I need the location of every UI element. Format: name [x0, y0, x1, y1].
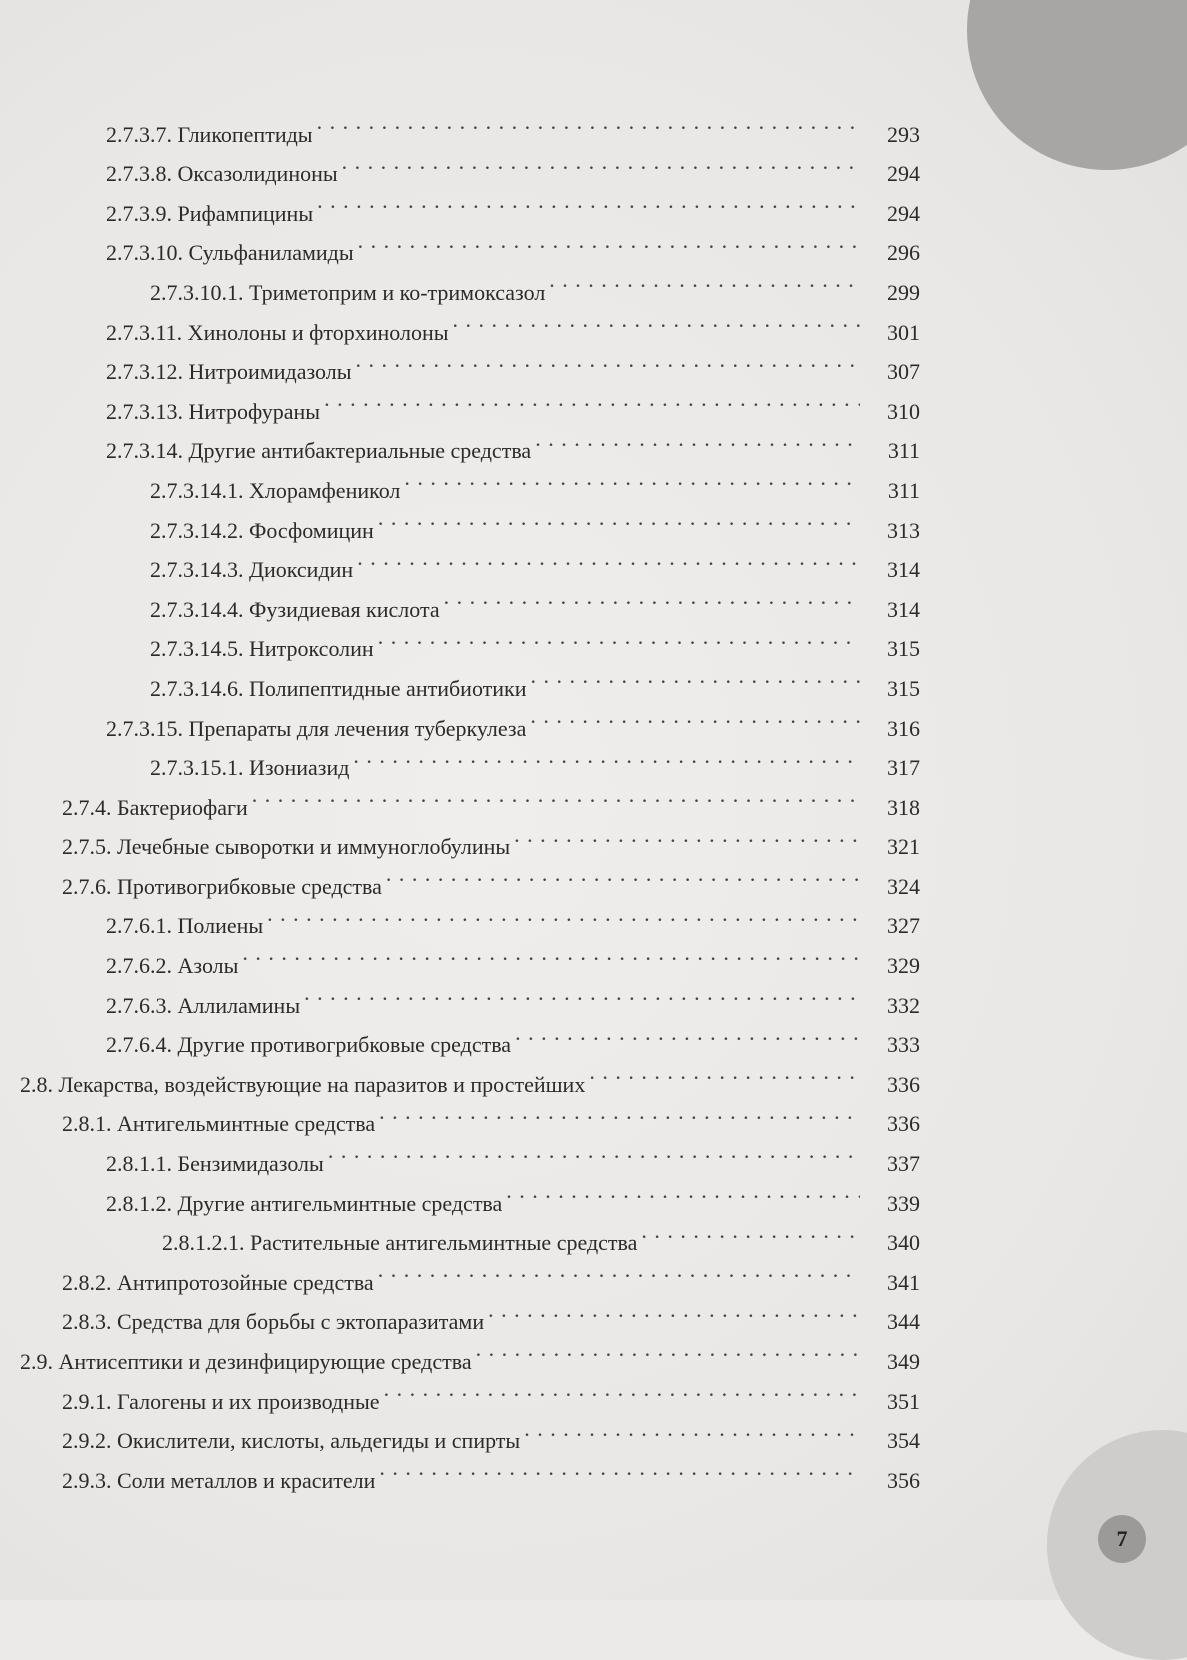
- toc-entry-page: 329: [887, 953, 920, 979]
- toc-entry-page: 313: [887, 517, 920, 543]
- toc-entry-title: 2.7.3.14.1. Хлорамфеникол: [150, 477, 401, 503]
- toc-entry-page: 294: [887, 161, 920, 187]
- toc-leader-dots: [641, 1211, 860, 1251]
- toc-entry: [0, 1171, 920, 1216]
- toc-entry-page: 299: [887, 279, 920, 305]
- toc-entry: [0, 933, 920, 979]
- toc-entry: [0, 300, 920, 345]
- toc-entry-page: 318: [887, 794, 920, 820]
- toc-leader-dots: [488, 1290, 860, 1330]
- toc-leader-dots: [535, 419, 860, 459]
- toc-entry: [0, 538, 920, 583]
- toc-entry-title: 2.7.3.9. Рифампицины: [106, 200, 314, 226]
- toc-leader-dots: [252, 775, 860, 815]
- toc-entry: [0, 617, 920, 662]
- toc-entry: [0, 1290, 920, 1335]
- toc-leader-dots: [242, 933, 860, 973]
- toc-entry-page: 344: [887, 1309, 920, 1335]
- toc-entry-title: 2.7.3.11. Хинолоны и фторхинолоны: [106, 319, 449, 345]
- toc-entry: [0, 260, 920, 305]
- toc-leader-dots: [317, 102, 860, 142]
- toc-leader-dots: [384, 1369, 860, 1409]
- toc-entry-page: 349: [887, 1349, 920, 1374]
- toc-entry-title: 2.7.3.14.5. Нитроксолин: [150, 636, 374, 662]
- toc-entry-title: 2.7.3.12. Нитроимидазолы: [106, 359, 352, 385]
- toc-entry-page: 314: [887, 596, 920, 622]
- toc-entry-page: 339: [887, 1190, 920, 1216]
- toc-entry-page: 293: [887, 121, 920, 147]
- toc-leader-dots: [317, 181, 860, 221]
- toc-entry: [0, 1131, 920, 1177]
- toc-entry-page: 314: [887, 557, 920, 583]
- toc-entry-page: 310: [887, 398, 920, 424]
- toc-entry: [0, 419, 920, 464]
- toc-entry-title: 2.7.6.4. Другие противогрибковые средства: [106, 1032, 512, 1058]
- toc-entry: [0, 973, 920, 1018]
- toc-entry-page: 315: [887, 675, 920, 701]
- toc-entry-page: 327: [887, 913, 920, 939]
- toc-entry-title: 2.7.6.1. Полиены: [106, 913, 264, 939]
- toc-entry: [0, 221, 920, 266]
- toc-leader-dots: [531, 656, 860, 696]
- toc-entry: [0, 142, 920, 187]
- toc-leader-dots: [549, 260, 860, 300]
- toc-leader-dots: [444, 577, 860, 617]
- toc-entry: [0, 181, 920, 226]
- toc-entry: [0, 815, 920, 860]
- toc-leader-dots: [476, 1329, 860, 1369]
- toc-leader-dots: [379, 1092, 860, 1132]
- toc-entry-title: 2.8.1.2.1. Растительные антигельминтные средства: [162, 1230, 638, 1256]
- toc-entry-page: 316: [887, 715, 920, 741]
- toc-entry-title: 2.8.2. Антипротозойные средства: [62, 1269, 374, 1295]
- toc-leader-dots: [378, 1250, 860, 1290]
- toc-leader-dots: [404, 458, 860, 498]
- toc-entry-title: 2.9.3. Соли металлов и красители: [62, 1467, 376, 1493]
- toc-leader-dots: [506, 1171, 860, 1211]
- toc-entry-title: 2.7.3.7. Гликопептиды: [106, 121, 313, 147]
- toc-entry: [0, 102, 920, 147]
- toc-entry: [0, 894, 920, 939]
- toc-entry: [0, 498, 920, 543]
- toc-entry-title: 2.9. Антисептики и дезинфицирующие средства: [20, 1349, 472, 1374]
- toc-leader-dots: [328, 1131, 860, 1171]
- toc-entry: [0, 696, 920, 741]
- corner-decoration: [967, 0, 1187, 170]
- toc-leader-dots: [514, 815, 860, 855]
- toc-leader-dots: [378, 617, 860, 657]
- toc-entry-page: 324: [887, 873, 920, 899]
- toc-entry-page: 336: [887, 1071, 920, 1097]
- toc-entry: [0, 458, 920, 503]
- toc-entry: [0, 1250, 920, 1295]
- toc-entry-title: 2.7.6.3. Аллиламины: [106, 992, 301, 1018]
- toc-leader-dots: [379, 1448, 860, 1488]
- toc-entry-title: 2.8. Лекарства, воздействующие на паразитов и простейших: [20, 1071, 586, 1097]
- toc-entry-page: 294: [887, 200, 920, 226]
- toc-entry-page: 354: [887, 1428, 920, 1454]
- toc-entry-title: 2.7.5. Лечебные сыворотки и иммуноглобулины: [62, 834, 511, 860]
- toc-entry-page: 333: [887, 1032, 920, 1058]
- toc-entry-title: 2.8.1.2. Другие антигельминтные средства: [106, 1190, 503, 1216]
- toc-entry: [0, 854, 920, 899]
- toc-entry-title: 2.7.3.14. Другие антибактериальные средства: [106, 438, 532, 464]
- toc-entry: [0, 736, 920, 781]
- toc-leader-dots: [530, 696, 860, 736]
- toc-entry: [0, 577, 920, 622]
- toc-leader-dots: [515, 1013, 860, 1053]
- toc-leader-dots: [358, 221, 860, 261]
- toc-entry-title: 2.7.6. Противогрибковые средства: [62, 873, 382, 899]
- toc-entry-page: 315: [887, 636, 920, 662]
- toc-leader-dots: [589, 1052, 860, 1092]
- toc-entry-page: 356: [887, 1467, 920, 1493]
- table-of-contents: [0, 102, 920, 1493]
- toc-entry-title: 2.7.4. Бактериофаги: [62, 794, 248, 820]
- toc-leader-dots: [356, 340, 860, 380]
- toc-entry-title: 2.7.3.14.3. Диоксидин: [150, 557, 354, 583]
- toc-leader-dots: [342, 142, 860, 182]
- toc-leader-dots: [353, 736, 860, 776]
- toc-entry: [0, 1211, 920, 1256]
- toc-entry-page: 296: [887, 240, 920, 266]
- toc-entry: [0, 656, 920, 701]
- toc-entry-page: 307: [887, 359, 920, 385]
- toc-entry: [0, 1329, 920, 1374]
- toc-entry-page: 332: [887, 992, 920, 1018]
- toc-leader-dots: [357, 538, 860, 578]
- toc-entry-page: 336: [887, 1111, 920, 1137]
- toc-entry-title: 2.7.3.10.1. Триметоприм и ко-тримоксазол: [150, 279, 546, 305]
- toc-entry-title: 2.9.2. Окислители, кислоты, альдегиды и спирты: [62, 1428, 521, 1454]
- toc-entry: [0, 1013, 920, 1058]
- toc-entry-title: 2.7.3.13. Нитрофураны: [106, 398, 321, 424]
- toc-entry: [0, 775, 920, 820]
- toc-entry-page: 341: [887, 1269, 920, 1295]
- toc-entry-title: 2.9.1. Галогены и их производные: [62, 1388, 380, 1414]
- toc-entry-page: 351: [887, 1388, 920, 1414]
- page-number: 7: [1098, 1515, 1146, 1563]
- toc-leader-dots: [378, 498, 860, 538]
- toc-leader-dots: [453, 300, 860, 340]
- toc-entry: [0, 1448, 920, 1493]
- toc-entry-page: 301: [887, 319, 920, 345]
- toc-entry: [0, 1369, 920, 1414]
- toc-entry-title: 2.7.3.14.2. Фосфомицин: [150, 517, 374, 543]
- toc-entry: [0, 1092, 920, 1137]
- toc-entry-page: 311: [887, 477, 920, 503]
- toc-entry-title: 2.7.3.8. Оксазолидиноны: [106, 161, 338, 187]
- toc-entry-title: 2.8.1. Антигельминтные средства: [62, 1111, 376, 1137]
- toc-entry-page: 317: [887, 755, 920, 781]
- toc-leader-dots: [524, 1409, 860, 1449]
- toc-entry-page: 340: [887, 1230, 920, 1256]
- toc-entry-title: 2.7.3.15. Препараты для лечения туберкулеза: [106, 715, 527, 741]
- toc-entry-page: 321: [887, 834, 920, 860]
- toc-entry-title: 2.7.3.10. Сульфаниламиды: [106, 240, 354, 266]
- toc-entry-title: 2.7.3.15.1. Изониазид: [150, 755, 350, 781]
- toc-leader-dots: [324, 379, 860, 419]
- toc-entry-title: 2.7.3.14.6. Полипептидные антибиотики: [150, 675, 527, 701]
- toc-entry-title: 2.8.1.1. Бензимидазолы: [106, 1151, 324, 1177]
- toc-leader-dots: [386, 854, 860, 894]
- toc-entry-page: 337: [887, 1151, 920, 1177]
- toc-entry-page: 311: [887, 438, 920, 464]
- toc-entry: [0, 1052, 920, 1097]
- toc-entry: [0, 340, 920, 385]
- toc-entry: [0, 379, 920, 424]
- toc-entry-title: 2.8.3. Средства для борьбы с эктопаразитами: [62, 1309, 485, 1335]
- toc-leader-dots: [267, 894, 860, 934]
- toc-entry-title: 2.7.6.2. Азолы: [106, 953, 239, 979]
- toc-leader-dots: [304, 973, 860, 1013]
- toc-entry-title: 2.7.3.14.4. Фузидиевая кислота: [150, 596, 440, 622]
- toc-entry: [0, 1409, 920, 1454]
